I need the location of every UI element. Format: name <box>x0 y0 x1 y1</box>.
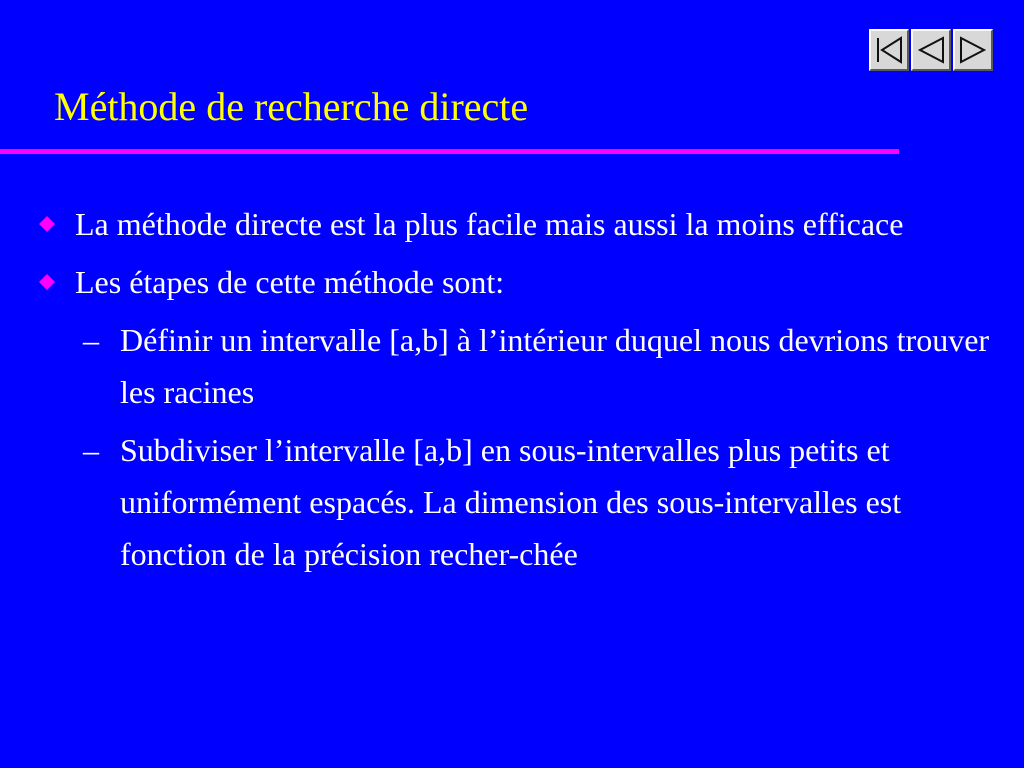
previous-slide-button[interactable] <box>911 29 951 71</box>
bullet-item <box>38 256 1008 308</box>
sub-bullet-list <box>38 314 1008 580</box>
slide-title: Méthode de recherche directe <box>54 84 529 129</box>
sub-bullet-text: Définir un intervalle [a,b] à l’intérieur duquel nous devrions trouver les racines <box>120 322 990 410</box>
sub-bullet-item <box>83 424 1008 580</box>
dash-bullet: – <box>83 432 99 468</box>
diamond-bullet-icon <box>39 274 55 290</box>
sub-bullet-text: Subdiviser l’intervalle [a,b] en sous-intervalles plus petits et uniformément espacés. La dimension des sous-intervalles est fonction de la précision recher-chée <box>120 432 902 572</box>
bullet-text: Les étapes de cette méthode sont: <box>75 264 505 300</box>
dash-bullet: – <box>83 322 99 358</box>
previous-slide-icon <box>915 35 947 65</box>
bullet-list <box>38 198 1008 586</box>
first-slide-icon <box>873 35 905 65</box>
next-slide-icon <box>957 35 989 65</box>
next-slide-button[interactable] <box>953 29 993 71</box>
slide-navigation <box>869 29 993 71</box>
title-rule <box>0 149 899 154</box>
bullet-item <box>38 198 1008 250</box>
diamond-bullet-icon <box>39 216 55 232</box>
first-slide-button[interactable] <box>869 29 909 71</box>
sub-bullet-item <box>83 314 1008 418</box>
bullet-text: La méthode directe est la plus facile mais aussi la moins efficace <box>75 206 904 242</box>
